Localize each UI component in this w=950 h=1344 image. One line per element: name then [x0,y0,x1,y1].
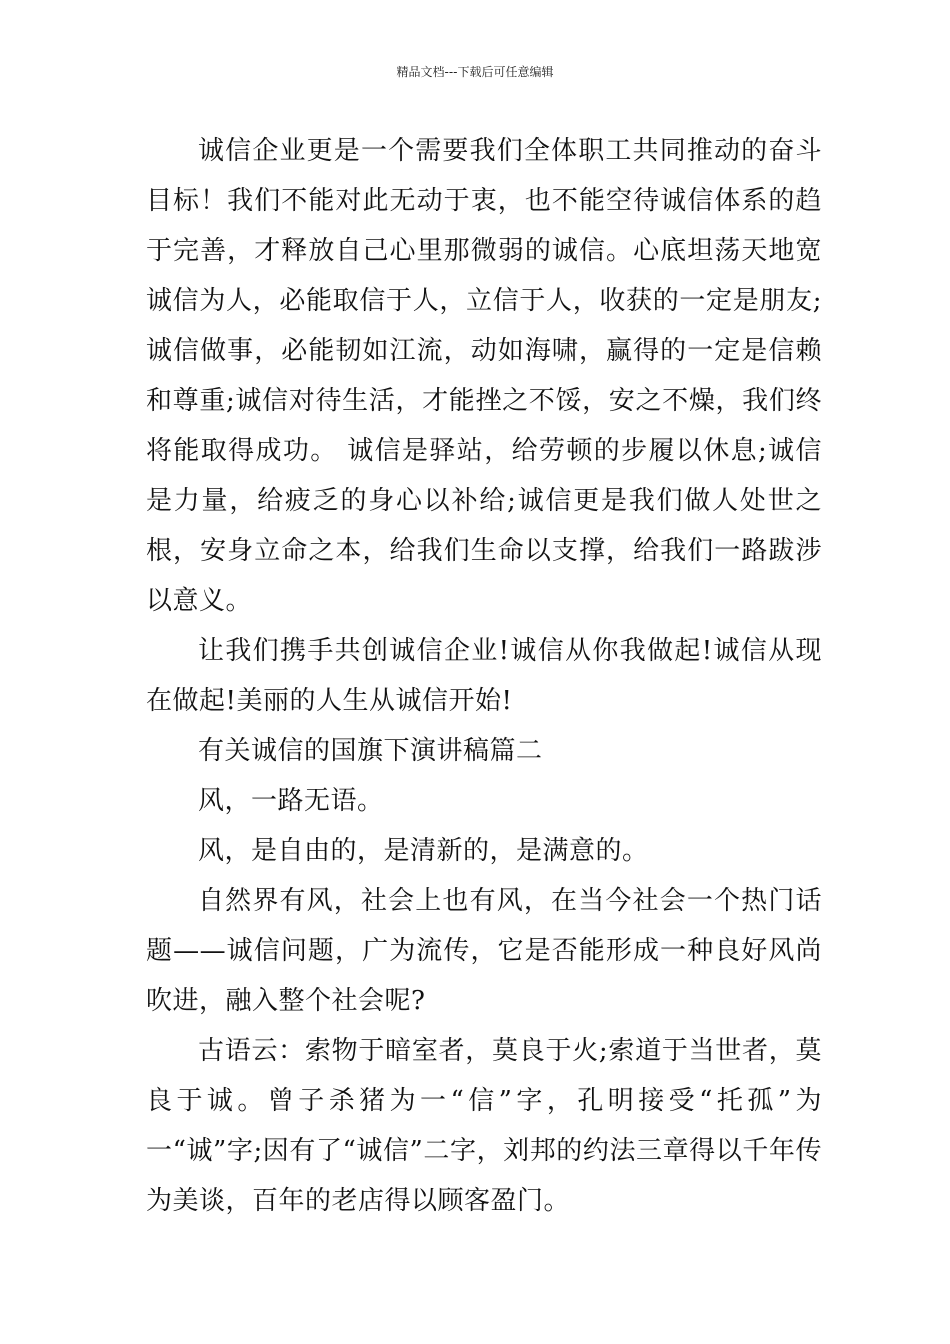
section-title: 有关诚信的国旗下演讲稿篇二 [198,736,543,766]
paragraph-ancient-saying: 古语云：索物于暗室者，莫良于火;索道于当世者，莫良于诚。曾子杀猪为一“信”字，孔明接受“托孤”为一“诚”字;因有了“诚信”二字，刘邦的约法三章得以千年传为美谈，百年的老店得以顾客盈门。 [146,1036,822,1216]
paragraph-social-wind: 自然界有风，社会上也有风，在当今社会一个热门话题——诚信问题，广为流传，它是否能形成一种良好风尚吹进，融入整个社会呢? [146,886,822,1016]
paragraph-wind-silent: 风，一路无语。 [198,786,384,816]
paragraph-wind-free: 风，是自由的，是清新的，是满意的。 [198,836,649,866]
document-body [146,126,822,1226]
paragraph-call-to-action: 让我们携手共创诚信企业!诚信从你我做起!诚信从现在做起!美丽的人生从诚信开始! [146,636,822,716]
paragraph-integrity-enterprise: 诚信企业更是一个需要我们全体职工共同推动的奋斗目标！我们不能对此无动于衷，也不能空待诚信体系的趋于完善，才释放自己心里那微弱的诚信。心底坦荡天地宽诚信为人，必能取信于人，立信于人，收获的一定是朋友;诚信做事，必能韧如江流，动如海啸，赢得的一定是信赖和尊重;诚信对待生活，才能挫之不馁，安之不燥，我们终将能取得成功。 诚信是驿站，给劳顿的步履以休息;诚信是力量，给疲乏的身心以补给;诚信更是我们做人处世之根，安身立命之本，给我们生命以支撑，给我们一路跋涉以意义。 [146,136,822,616]
page-header: 精品文档---下载后可任意编辑 [396,65,554,79]
